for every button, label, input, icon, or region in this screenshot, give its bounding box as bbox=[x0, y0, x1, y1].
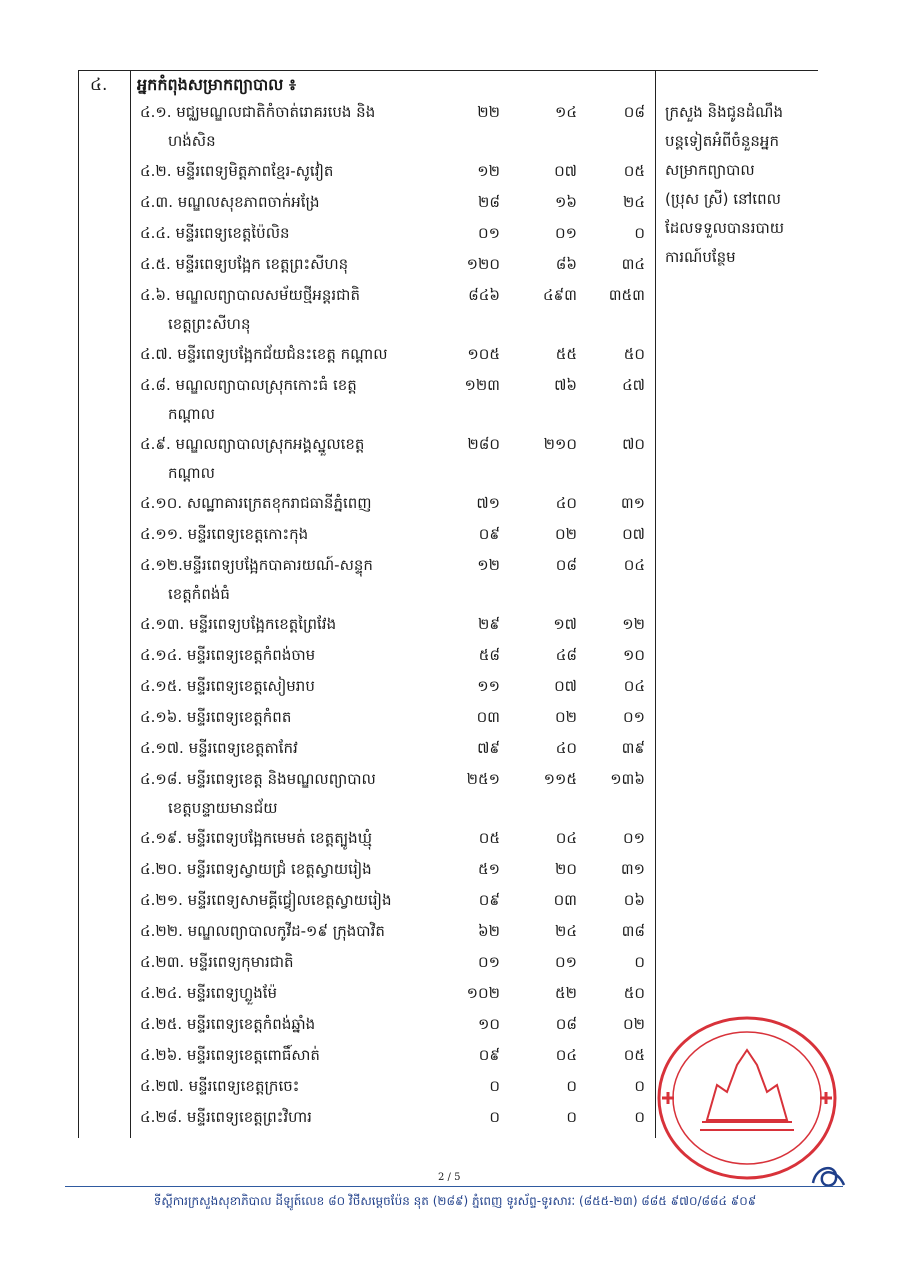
table-row bbox=[130, 340, 650, 370]
row-value-3: ៣១ bbox=[620, 860, 645, 878]
footer-divider bbox=[65, 1186, 843, 1187]
row-value-1: ២២ bbox=[477, 103, 500, 121]
row-value-2: ០៧ bbox=[554, 677, 577, 695]
row-value-1: ០១ bbox=[478, 953, 500, 971]
footer-address: ទីស្តីការក្រសួងសុខាភិបាល ដីឡូត៍លេខ ៨០ វិថីសម្ដេចប៉ែន នុត (២៨៩) ភ្នំពេញ ទូរស័ព្ទ-ទូរសារៈ (៨៥៥-២៣) ៨៨៥ ៩៧០/៨៨៤ ៩០៩ bbox=[153, 1194, 757, 1208]
row-label bbox=[140, 1103, 450, 1132]
row-label-line1: ៤.១. មជ្ឈមណ្ឌលជាតិកំចាត់រោគរបេង និង bbox=[140, 103, 376, 121]
row-label-line1: ៤.២០. មន្ទីរពេទ្យស្វាយជ្រំ ខេត្តស្វាយរៀង bbox=[140, 860, 372, 878]
row-value-3: ១៣៦ bbox=[610, 770, 645, 788]
row-value-1: ១១ bbox=[477, 677, 500, 695]
row-label-line1: ៤.៤. មន្ទីរពេទ្យខេត្តប៉ៃលិន bbox=[140, 224, 290, 242]
row-value-2: ១៤ bbox=[555, 103, 577, 121]
table-row bbox=[130, 489, 650, 519]
table-row bbox=[130, 1010, 650, 1040]
row-value-2: ៥៥ bbox=[555, 345, 577, 363]
row-value-3: ០៧ bbox=[622, 525, 645, 543]
row-value-2: ៧៦ bbox=[554, 376, 577, 394]
row-label-line1: ៤.១៩. មន្ទីរពេទ្យបង្អែកមេមត់ ខេត្តត្បូងឃ្មុំ bbox=[140, 829, 372, 847]
row-value-1: ៧១ bbox=[476, 494, 500, 512]
row-value-2: ៤០ bbox=[555, 739, 577, 757]
row-value-3: ១០ bbox=[623, 646, 645, 664]
row-label-line1: ៤.៣. មណ្ឌលសុខភាពចាក់អង្រែ bbox=[140, 193, 320, 211]
row-label bbox=[140, 886, 450, 915]
row-value-3: ០ bbox=[634, 1077, 645, 1095]
row-value-2: ៤៩៣ bbox=[542, 286, 577, 304]
row-value-1: ២៨ bbox=[478, 193, 500, 211]
signature-icon bbox=[808, 1155, 848, 1195]
row-value-2: ០៨ bbox=[555, 1015, 577, 1033]
row-label-line1: ៤.៧. មន្ទីរពេទ្យបង្អែកជ័យជំនះខេត្ត កណ្ដាល bbox=[140, 345, 388, 363]
row-value-1: ០ bbox=[489, 1108, 500, 1126]
row-value-3: ២៤ bbox=[623, 193, 645, 211]
row-value-2: ២៤ bbox=[555, 922, 577, 940]
table-row bbox=[130, 219, 650, 249]
row-label bbox=[140, 551, 450, 609]
row-value-1: ០ bbox=[489, 1077, 500, 1095]
row-label-line2: ខេត្តបន្ទាយមានជ័យ bbox=[168, 799, 278, 817]
row-label bbox=[140, 281, 450, 339]
row-value-3: ៥០ bbox=[623, 984, 645, 1002]
row-value-3: ០ bbox=[634, 224, 645, 242]
row-value-1: ០១ bbox=[478, 224, 500, 242]
row-value-3: ១២ bbox=[622, 615, 645, 633]
row-value-1: ២៥១ bbox=[466, 770, 500, 788]
row-label bbox=[140, 1010, 450, 1039]
row-value-2: ០ bbox=[566, 1108, 577, 1126]
row-label bbox=[140, 610, 450, 639]
row-label bbox=[140, 371, 450, 429]
row-value-2: ២១០ bbox=[543, 435, 577, 453]
row-label-line1: ៤.២៣. មន្ទីរពេទ្យកុមារជាតិ bbox=[140, 953, 294, 971]
row-value-3: ០៦ bbox=[623, 891, 645, 909]
row-label bbox=[140, 948, 450, 977]
row-label-line2: ខេត្តព្រះសីហនុ bbox=[168, 315, 251, 333]
row-value-3: ០ bbox=[634, 1108, 645, 1126]
table-row bbox=[130, 979, 650, 1009]
row-label-line1: ៤.២១. មន្ទីរពេទ្យសាមគ្គីជ្វៀលខេត្តស្វាយរៀង bbox=[140, 891, 392, 909]
table-left-border bbox=[78, 70, 79, 1138]
row-label bbox=[140, 489, 450, 518]
table-row bbox=[130, 1072, 650, 1102]
row-value-2: ៨៦ bbox=[555, 255, 577, 273]
column-divider-remark bbox=[655, 70, 656, 1138]
row-label bbox=[140, 824, 450, 853]
row-label-line1: ៤.២៨. មន្ទីរពេទ្យខេត្តព្រះវិហារ bbox=[140, 1108, 312, 1126]
row-value-1: ០៥ bbox=[478, 829, 500, 847]
row-label-line1: ៤.១៣. មន្ទីរពេទ្យបង្អែកខេត្តព្រៃវែង bbox=[140, 615, 337, 633]
row-value-3: ៤៧ bbox=[622, 376, 645, 394]
row-value-1: ០៩ bbox=[478, 891, 500, 909]
row-label-line1: ៤.២២. មណ្ឌលព្យាបាលកូវីដ-១៩ ក្រុងបាវិត bbox=[140, 922, 385, 940]
row-label bbox=[140, 188, 450, 217]
row-label-line1: ៤.២. មន្ទីរពេទ្យមិត្តភាពខ្មែរ-សូវៀត bbox=[140, 162, 334, 180]
row-label bbox=[140, 1041, 450, 1070]
row-label-line1: ៤.៩. មណ្ឌលព្យាបាលស្រុកអង្គស្នួលខេត្ត bbox=[140, 435, 365, 453]
row-value-1: ១០២ bbox=[466, 984, 500, 1002]
row-value-3: ០៤ bbox=[623, 556, 645, 574]
row-value-3: ៣៨ bbox=[621, 922, 645, 940]
row-value-2: ០៣ bbox=[553, 891, 577, 909]
row-value-2: ៤០ bbox=[555, 494, 577, 512]
row-label bbox=[140, 979, 450, 1008]
row-label bbox=[140, 1072, 450, 1101]
row-value-2: ០៨ bbox=[555, 556, 577, 574]
table-row bbox=[130, 1103, 650, 1133]
row-value-2: ៤៨ bbox=[555, 646, 577, 664]
table-row bbox=[130, 734, 650, 764]
row-value-1: ២៩ bbox=[478, 615, 500, 633]
row-label-line1: ៤.១៧. មន្ទីរពេទ្យខេត្តតាកែវ bbox=[140, 739, 298, 757]
table-row bbox=[130, 520, 650, 550]
row-value-3: ៣៥៣ bbox=[608, 286, 645, 304]
table-row bbox=[130, 948, 650, 978]
row-value-2: ១៦ bbox=[555, 193, 577, 211]
row-label-line1: ៤.១២.មន្ទីរពេទ្យបង្អែកបាគារយណ៍-សន្ទុក bbox=[140, 556, 373, 574]
row-label-line1: ៤.៦. មណ្ឌលព្យាបាលសម័យថ្មីអន្តរជាតិ bbox=[140, 286, 360, 304]
row-value-3: ០៥ bbox=[623, 162, 645, 180]
row-label-line2: កណ្ដាល bbox=[168, 405, 215, 423]
row-value-2: ១១៥ bbox=[543, 770, 577, 788]
row-value-2: ១៧ bbox=[553, 615, 577, 633]
row-value-1: ១០ bbox=[478, 1015, 500, 1033]
table-row bbox=[130, 610, 650, 640]
row-value-3: ៥០ bbox=[623, 345, 645, 363]
row-value-2: ០១ bbox=[555, 224, 577, 242]
table-top-border bbox=[78, 70, 818, 71]
row-value-1: ១០៥ bbox=[467, 345, 500, 363]
table-row bbox=[130, 281, 650, 339]
row-label-line1: ៤.៥. មន្ទីរពេទ្យបង្អែក ខេត្តព្រះសីហនុ bbox=[140, 255, 349, 273]
row-value-1: ១២ bbox=[477, 162, 500, 180]
row-value-3: ០២ bbox=[623, 1015, 645, 1033]
remark-line: សម្រាកព្យាបាល bbox=[665, 161, 755, 179]
row-value-3: ០ bbox=[634, 953, 645, 971]
row-value-1: ០៣ bbox=[476, 708, 500, 726]
row-label bbox=[140, 641, 450, 670]
row-value-3: ០៥ bbox=[623, 1046, 645, 1064]
row-label bbox=[140, 855, 450, 884]
row-label bbox=[140, 219, 450, 248]
table-row bbox=[130, 886, 650, 916]
row-label-line1: ៤.១៤. មន្ទីរពេទ្យខេត្តកំពង់ចាម bbox=[140, 646, 316, 664]
row-label-line2: កណ្ដាល bbox=[168, 464, 215, 482]
row-value-2: ៥២ bbox=[555, 984, 577, 1002]
row-label bbox=[140, 520, 450, 549]
table-row bbox=[130, 641, 650, 671]
row-value-1: ០៩ bbox=[478, 525, 500, 543]
section-title: អ្នកកំពុងសម្រាកព្យាបាល ៖ bbox=[137, 75, 297, 94]
remark-cell bbox=[665, 98, 815, 272]
row-value-2: ០៤ bbox=[555, 1046, 577, 1064]
row-value-3: ៣៤ bbox=[621, 255, 645, 273]
row-label bbox=[140, 765, 450, 823]
row-label-line1: ៤.២៧. មន្ទីរពេទ្យខេត្តក្រចេះ bbox=[140, 1077, 300, 1095]
row-label bbox=[140, 250, 450, 279]
row-label bbox=[140, 917, 450, 946]
row-value-2: ០៤ bbox=[555, 829, 577, 847]
table-row bbox=[130, 672, 650, 702]
table-row bbox=[130, 855, 650, 885]
remark-line: ដែលទទួលបានរបាយ bbox=[665, 219, 785, 237]
row-value-2: ០ bbox=[566, 1077, 577, 1095]
row-value-1: ១២០ bbox=[466, 255, 500, 273]
row-label-line1: ៤.១៥. មន្ទីរពេទ្យខេត្តសៀមរាប bbox=[140, 677, 315, 695]
row-value-3: ០៤ bbox=[623, 677, 645, 695]
row-value-1: ៨៤៦ bbox=[468, 286, 500, 304]
row-value-3: ៣៩ bbox=[621, 739, 645, 757]
remark-line: (ប្រុស ស្រី) នៅពេល bbox=[665, 190, 781, 208]
row-value-2: ០២ bbox=[555, 525, 577, 543]
row-value-1: ១២៣ bbox=[464, 376, 500, 394]
row-label-line1: ៤.២៥. មន្ទីរពេទ្យខេត្តកំពង់ឆ្នាំង bbox=[140, 1015, 316, 1033]
row-label bbox=[140, 340, 450, 369]
row-value-1: ២៨០ bbox=[467, 435, 500, 453]
table-row bbox=[130, 1041, 650, 1071]
row-label-line1: ៤.៨. មណ្ឌលព្យាបាលស្រុកកោះធំ ខេត្ត bbox=[140, 376, 357, 394]
remark-line: ក្រសួង និងជូនដំណឹង bbox=[665, 103, 784, 121]
row-label-line1: ៤.១៨. មន្ទីរពេទ្យខេត្ត និងមណ្ឌលព្យាបាល bbox=[140, 770, 376, 788]
row-value-1: ៦២ bbox=[478, 922, 500, 940]
table-row bbox=[130, 917, 650, 947]
row-label-line1: ៤.២៤. មន្ទីរពេទ្យហ្លួងម៉ែ bbox=[140, 984, 278, 1002]
row-label bbox=[140, 703, 450, 732]
row-label-line1: ៤.១០. សណ្ឋាគារក្រេតខុករាជធានីភ្នំពេញ bbox=[140, 494, 372, 512]
row-value-1: ៥១ bbox=[478, 860, 500, 878]
row-label bbox=[140, 430, 450, 488]
row-label-line2: ហង់សិន bbox=[168, 132, 216, 150]
row-label-line1: ៤.១៦. មន្ទីរពេទ្យខេត្តកំពត bbox=[140, 708, 292, 726]
table-row bbox=[130, 98, 650, 156]
row-value-1: ៧៩ bbox=[477, 739, 500, 757]
row-label-line1: ៤.១១. មន្ទីរពេទ្យខេត្តកោះកុង bbox=[140, 525, 309, 543]
row-label bbox=[140, 734, 450, 763]
table-row bbox=[130, 188, 650, 218]
remark-line: ការណ៍បន្ថែម bbox=[665, 248, 736, 266]
table-row bbox=[130, 551, 650, 609]
section-number: ៤. bbox=[90, 75, 108, 95]
row-value-3: ០១ bbox=[623, 708, 645, 726]
table-row bbox=[130, 430, 650, 488]
row-value-3: ៣១ bbox=[620, 494, 645, 512]
row-value-1: ០៩ bbox=[478, 1046, 500, 1064]
table-row bbox=[130, 157, 650, 187]
row-label bbox=[140, 98, 450, 156]
row-value-3: ០៨ bbox=[623, 103, 645, 121]
row-value-2: ០៧ bbox=[554, 162, 577, 180]
row-value-3: ០១ bbox=[623, 829, 645, 847]
row-value-3: ៧០ bbox=[622, 435, 645, 453]
row-value-1: ៥៨ bbox=[478, 646, 500, 664]
table-row bbox=[130, 703, 650, 733]
row-label-line1: ៤.២៦. មន្ទីរពេទ្យខេត្តពោធិ៍សាត់ bbox=[140, 1046, 320, 1064]
table-row bbox=[130, 250, 650, 280]
table-row bbox=[130, 371, 650, 429]
table-row bbox=[130, 765, 650, 823]
remark-line: បន្តទៀតអំពីចំនួនអ្នក bbox=[665, 132, 779, 150]
row-label bbox=[140, 157, 450, 186]
table-row bbox=[130, 824, 650, 854]
row-label bbox=[140, 672, 450, 701]
row-value-1: ១២ bbox=[477, 556, 500, 574]
row-value-2: ០២ bbox=[555, 708, 577, 726]
row-value-2: ០១ bbox=[555, 953, 577, 971]
page-number: 2 / 5 bbox=[438, 1172, 461, 1183]
row-label-line2: ខេត្តកំពង់ធំ bbox=[168, 585, 230, 603]
row-value-2: ២០ bbox=[555, 860, 577, 878]
